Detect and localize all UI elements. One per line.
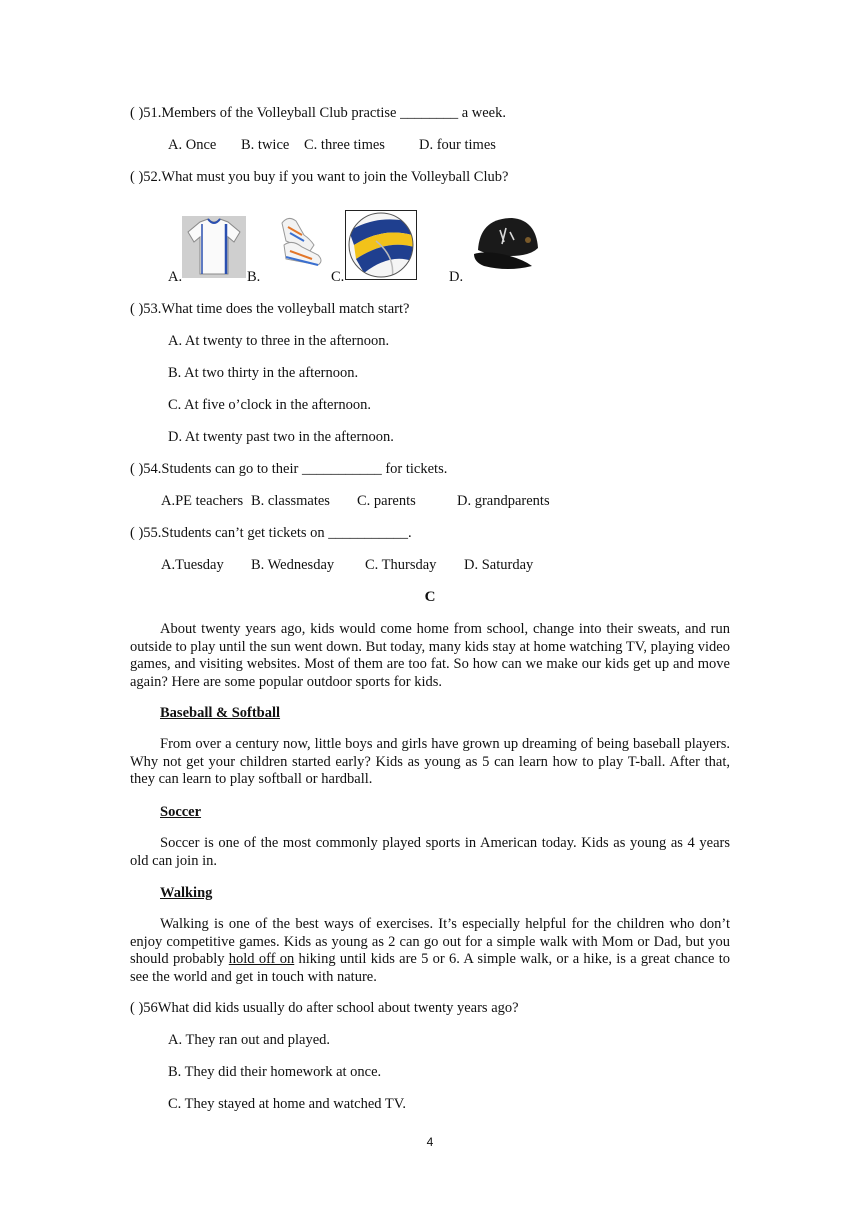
question-51-stem: ( )51.Members of the Volleyball Club practise ________ a week. bbox=[130, 105, 506, 121]
walking-text-part2: hiking until kids are 5 or 6. A simple walk, or a hike, is a great chance to see the world and get in touch with nature. bbox=[130, 951, 730, 985]
sneakers-image bbox=[274, 205, 326, 267]
shirt-icon bbox=[182, 216, 246, 278]
q54-option-b: B. classmates bbox=[251, 493, 330, 509]
section-c-title: C bbox=[424, 589, 436, 605]
q53-option-d: D. At twenty past two in the afternoon. bbox=[168, 429, 394, 445]
walking-paragraph bbox=[130, 916, 730, 986]
soccer-heading: Soccer bbox=[160, 804, 202, 820]
sneakers-icon bbox=[274, 205, 326, 267]
q54-option-d: D. grandparents bbox=[457, 493, 550, 509]
q51-option-d: D. four times bbox=[419, 137, 496, 153]
q55-option-c: C. Thursday bbox=[365, 557, 437, 573]
q55-option-b: B. Wednesday bbox=[251, 557, 335, 573]
q54-option-c: C. parents bbox=[357, 493, 416, 509]
q56-option-a: A. They ran out and played. bbox=[168, 1032, 331, 1048]
q53-option-c: C. At five o’clock in the afternoon. bbox=[168, 397, 371, 413]
q53-option-a: A. At twenty to three in the afternoon. bbox=[168, 333, 390, 349]
baseball-paragraph: From over a century now, little boys and girls have grown up dreaming of being baseball players. Why not get your children started early? Kids as young as 5 can learn how to play T-ball. After that, they can learn to play softball or hardball. bbox=[130, 736, 730, 787]
q52-option-c-letter: C. bbox=[331, 269, 345, 285]
walking-heading: Walking bbox=[160, 885, 213, 901]
volleyball-image bbox=[345, 210, 417, 280]
q56-option-b: B. They did their homework at once. bbox=[168, 1064, 382, 1080]
walking-text-part1: Walking is one of the best ways of exercises. It’s especially helpful for the children who don’t enjoy competitive games. Kids as young as 2 can go out for a simple walk with Mom or Dad, but you should probably bbox=[130, 916, 730, 967]
question-56-stem: ( )56What did kids usually do after school about twenty years ago? bbox=[130, 1000, 519, 1016]
q51-option-c: C. three times bbox=[304, 137, 385, 153]
page-number: 4 bbox=[426, 1135, 434, 1149]
q53-option-b: B. At two thirty in the afternoon. bbox=[168, 365, 359, 381]
q52-option-b-letter: B. bbox=[247, 269, 261, 285]
q52-option-a-letter: A. bbox=[168, 269, 183, 285]
question-53-stem: ( )53.What time does the volleyball match start? bbox=[130, 301, 410, 317]
q51-option-a: A. Once bbox=[168, 137, 217, 153]
q52-option-d-letter: D. bbox=[449, 269, 464, 285]
section-c-intro-paragraph: About twenty years ago, kids would come home from school, change into their sweats, and run outside to play until the sun went down. But today, many kids stay at home watching TV, playing video games, and visiting websites. Most of them are too fat. So how can we make our kids get up and move again? Here are some popular outdoor sports for kids. bbox=[130, 621, 730, 690]
baseball-cap-icon bbox=[470, 210, 542, 280]
q51-option-b: B. twice bbox=[241, 137, 290, 153]
baseball-softball-heading: Baseball & Softball bbox=[160, 705, 281, 721]
q55-option-a: A.Tuesday bbox=[161, 557, 224, 573]
question-54-stem: ( )54.Students can go to their ___________ for tickets. bbox=[130, 461, 448, 477]
q55-option-d: D. Saturday bbox=[464, 557, 534, 573]
hold-off-on-underlined: hold off on bbox=[228, 951, 295, 967]
volleyball-icon bbox=[346, 211, 416, 279]
white-sports-shirt-image bbox=[182, 216, 246, 278]
question-55-stem: ( )55.Students can’t get tickets on ___________. bbox=[130, 525, 412, 541]
q54-option-a: A.PE teachers bbox=[161, 493, 244, 509]
q56-option-c: C. They stayed at home and watched TV. bbox=[168, 1096, 406, 1112]
soccer-paragraph: Soccer is one of the most commonly played sports in American today. Kids as young as 4 years old can join in. bbox=[130, 835, 730, 869]
black-baseball-cap-image bbox=[470, 210, 542, 280]
question-52-stem: ( )52.What must you buy if you want to join the Volleyball Club? bbox=[130, 169, 509, 185]
